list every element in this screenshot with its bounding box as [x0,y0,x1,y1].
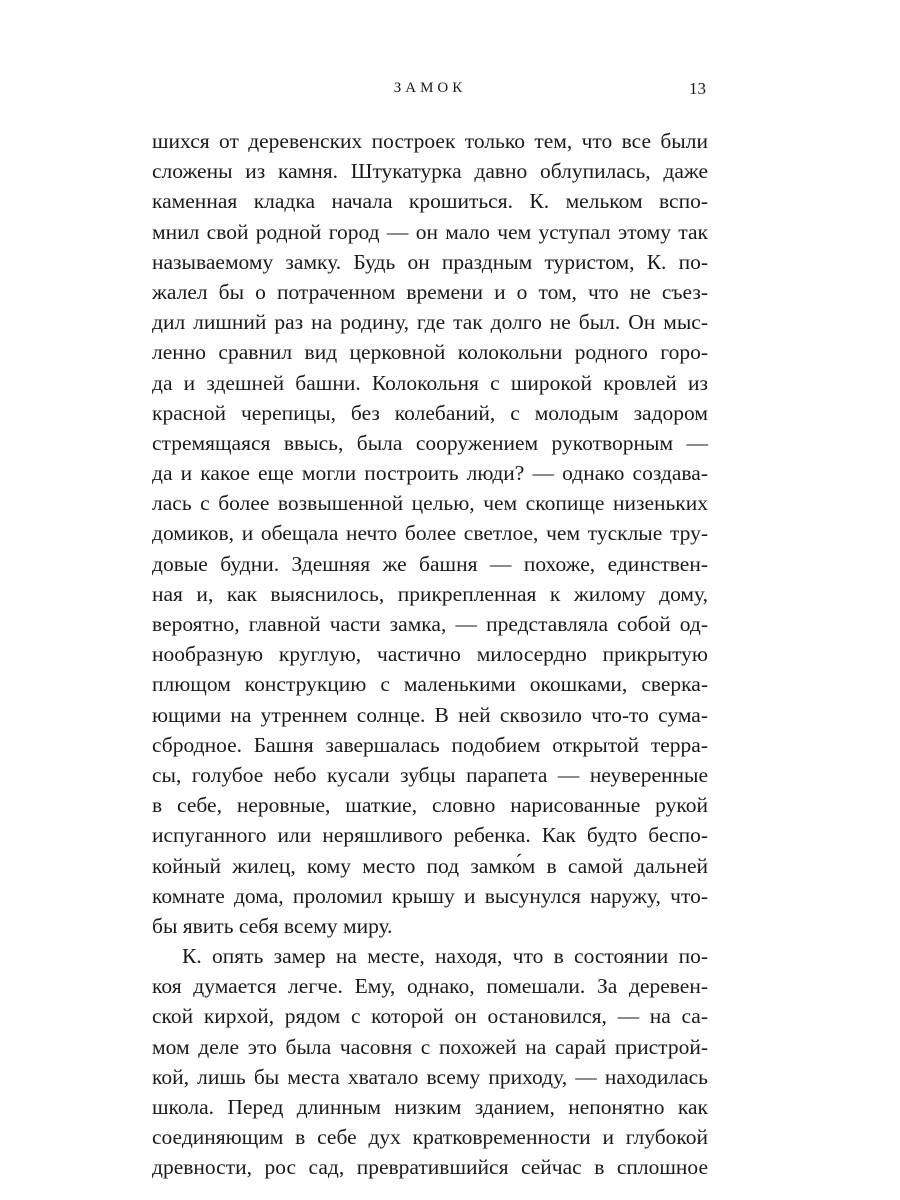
text-line: школа. Перед длинным низким зданием, непонятно как [152,1095,708,1119]
text-line: сы, голубое небо кусали зубцы парапета — неуверенные [152,762,708,787]
text-line: вероятно, главной части замка, — представляла собой од- [152,612,708,636]
page-number: 13 [689,79,706,98]
text-line: испуганного или неряшливого ребенка. Как будто беспо- [152,823,708,848]
text-line: жалел бы о потраченном времени и о том, что не съез- [152,279,708,304]
text-line: койный жилец, кому место под замко́м в самой дальней [152,853,708,878]
text-line: дил лишний раз на родину, где так долго не был. Он мыс- [152,310,708,335]
text-line: ющими на утреннем солнце. В ней сквозило что-то сума- [152,702,708,727]
text-line: ленно сравнил вид церковной колокольни родного горо- [152,340,708,365]
text-line: древности, рос сад, превратившийся сейчас в сплошное [152,1155,708,1180]
text-line: красной черепицы, без колебаний, с молодым задором [152,400,708,425]
text-line: шихся от деревенских построек только тем, что все были [152,129,708,153]
text-line: комнате дома, проломил крышу и высунулся наружу, что- [152,883,708,908]
text-line: ная и, как выяснилось, прикрепленная к жилому дому, [152,581,708,606]
text-line: в себе, неровные, шаткие, словно нарисованные рукой [152,793,708,818]
text-line: домиков, и обещала нечто более светлое, чем тусклые тру- [152,521,708,546]
text-line: плющом конструкцию с маленькими окошками, сверка- [152,672,708,697]
text-line: нообразную круглую, частично милосердно прикрытую [152,642,708,667]
text-line: мом деле это была часовня с похожей на сарай пристрой- [152,1034,708,1059]
text-line: да и здешней башни. Колокольня с широкой кровлей из [152,370,708,395]
text-line: лась с более возвышенной целью, чем скопище низеньких [152,491,708,516]
text-line: сбродное. Башня завершалась подобием открытой терра- [152,732,708,757]
text-line: да и какое еще могли построить люди? — однако создава- [152,461,708,486]
paragraph-first-line: К. опять замер на месте, находя, что в состоянии по- [182,944,708,969]
text-line: сложены из камня. Штукатурка давно облупилась, даже [152,159,708,184]
text-line: называемому замку. Будь он праздным туристом, К. по- [152,249,708,274]
book-page [152,72,708,1183]
running-title: ЗАМОК [393,80,467,96]
text-line: ской кирхой, рядом с которой он остановился, — на са- [152,1004,708,1029]
text-body [152,126,708,1183]
text-line: кой, лишь бы места хватало всему приходу, — находилась [152,1064,708,1089]
text-line: соединяющим в себе дух кратковременности и глубокой [152,1125,708,1150]
running-head [152,72,708,106]
text-line: довые будни. Здешняя же башня — похоже, единствен- [152,551,708,576]
text-line: мнил свой родной город — он мало чем уступал этому так [152,219,708,244]
text-line: стремящаяся ввысь, была сооружением рукотворным — [152,430,708,455]
paragraph-last-line: бы явить себя всему миру. [152,913,393,938]
text-line: коя думается легче. Ему, однако, помешали. За деревен- [152,974,708,999]
text-line: каменная кладка начала крошиться. К. мельком вспо- [152,189,708,214]
